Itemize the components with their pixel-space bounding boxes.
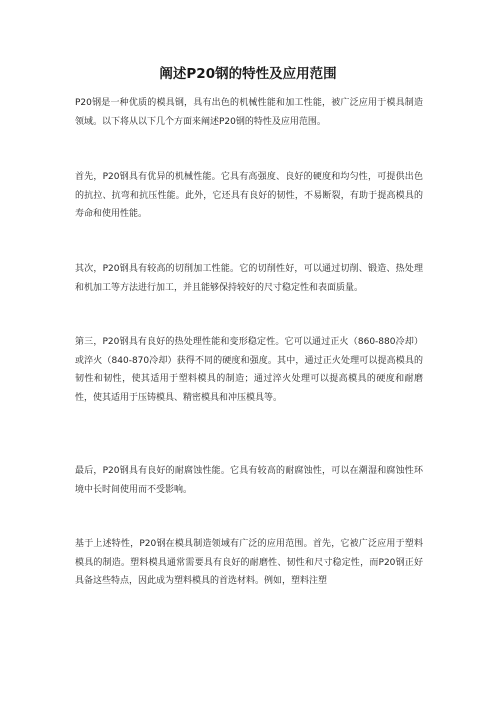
paragraph-heat-treatment: 第三，P20钢具有良好的热处理性能和变形稳定性。它可以通过正火（860-880冷却）或淬火（840-870冷却）获得不同的硬度和强度。其中，通过正火处理可以提高模具的韧性和韧性，使其适用于塑料模具的制造；通过淬火处理可以提高模具的硬度和耐磨性，使其适用于压铸模具、精密模具和冲压模具等。 <box>75 337 423 403</box>
paragraph-machinability: 其次，P20钢具有较高的切削加工性能。它的切削性好，可以通过切削、锻造、热处理和机加工等方法进行加工，并且能够保持较好的尺寸稳定性和表面质量。 <box>75 264 423 293</box>
paragraph-intro: P20钢是一种优质的模具钢，具有出色的机械性能和加工性能，被广泛应用于模具制造领域。以下将从以下几个方面来阐述P20钢的特性及应用范围。 <box>75 98 423 127</box>
document-title: 阐述P20钢的特性及应用范围 <box>159 66 337 82</box>
paragraph-applications: 基于上述特性，P20钢在模具制造领域有广泛的应用范围。首先，它被广泛应用于塑料模具的制造。塑料模具通常需要具有良好的耐磨性、韧性和尺寸稳定性，而P20钢正好具备这些特点，因此成为塑料模具的首选材料。例如，塑料注塑 <box>75 539 423 586</box>
paragraph-corrosion-resistance: 最后，P20钢具有良好的耐腐蚀性能。它具有较高的耐腐蚀性，可以在潮湿和腐蚀性环境中长时间使用而不受影响。 <box>75 466 423 495</box>
paragraph-mechanical-properties: 首先，P20钢具有优异的机械性能。它具有高强度、良好的硬度和均匀性，可提供出色的抗拉、抗弯和抗压性能。此外，它还具有良好的韧性，不易断裂，有助于提高模具的寿命和使用性能。 <box>75 172 423 219</box>
